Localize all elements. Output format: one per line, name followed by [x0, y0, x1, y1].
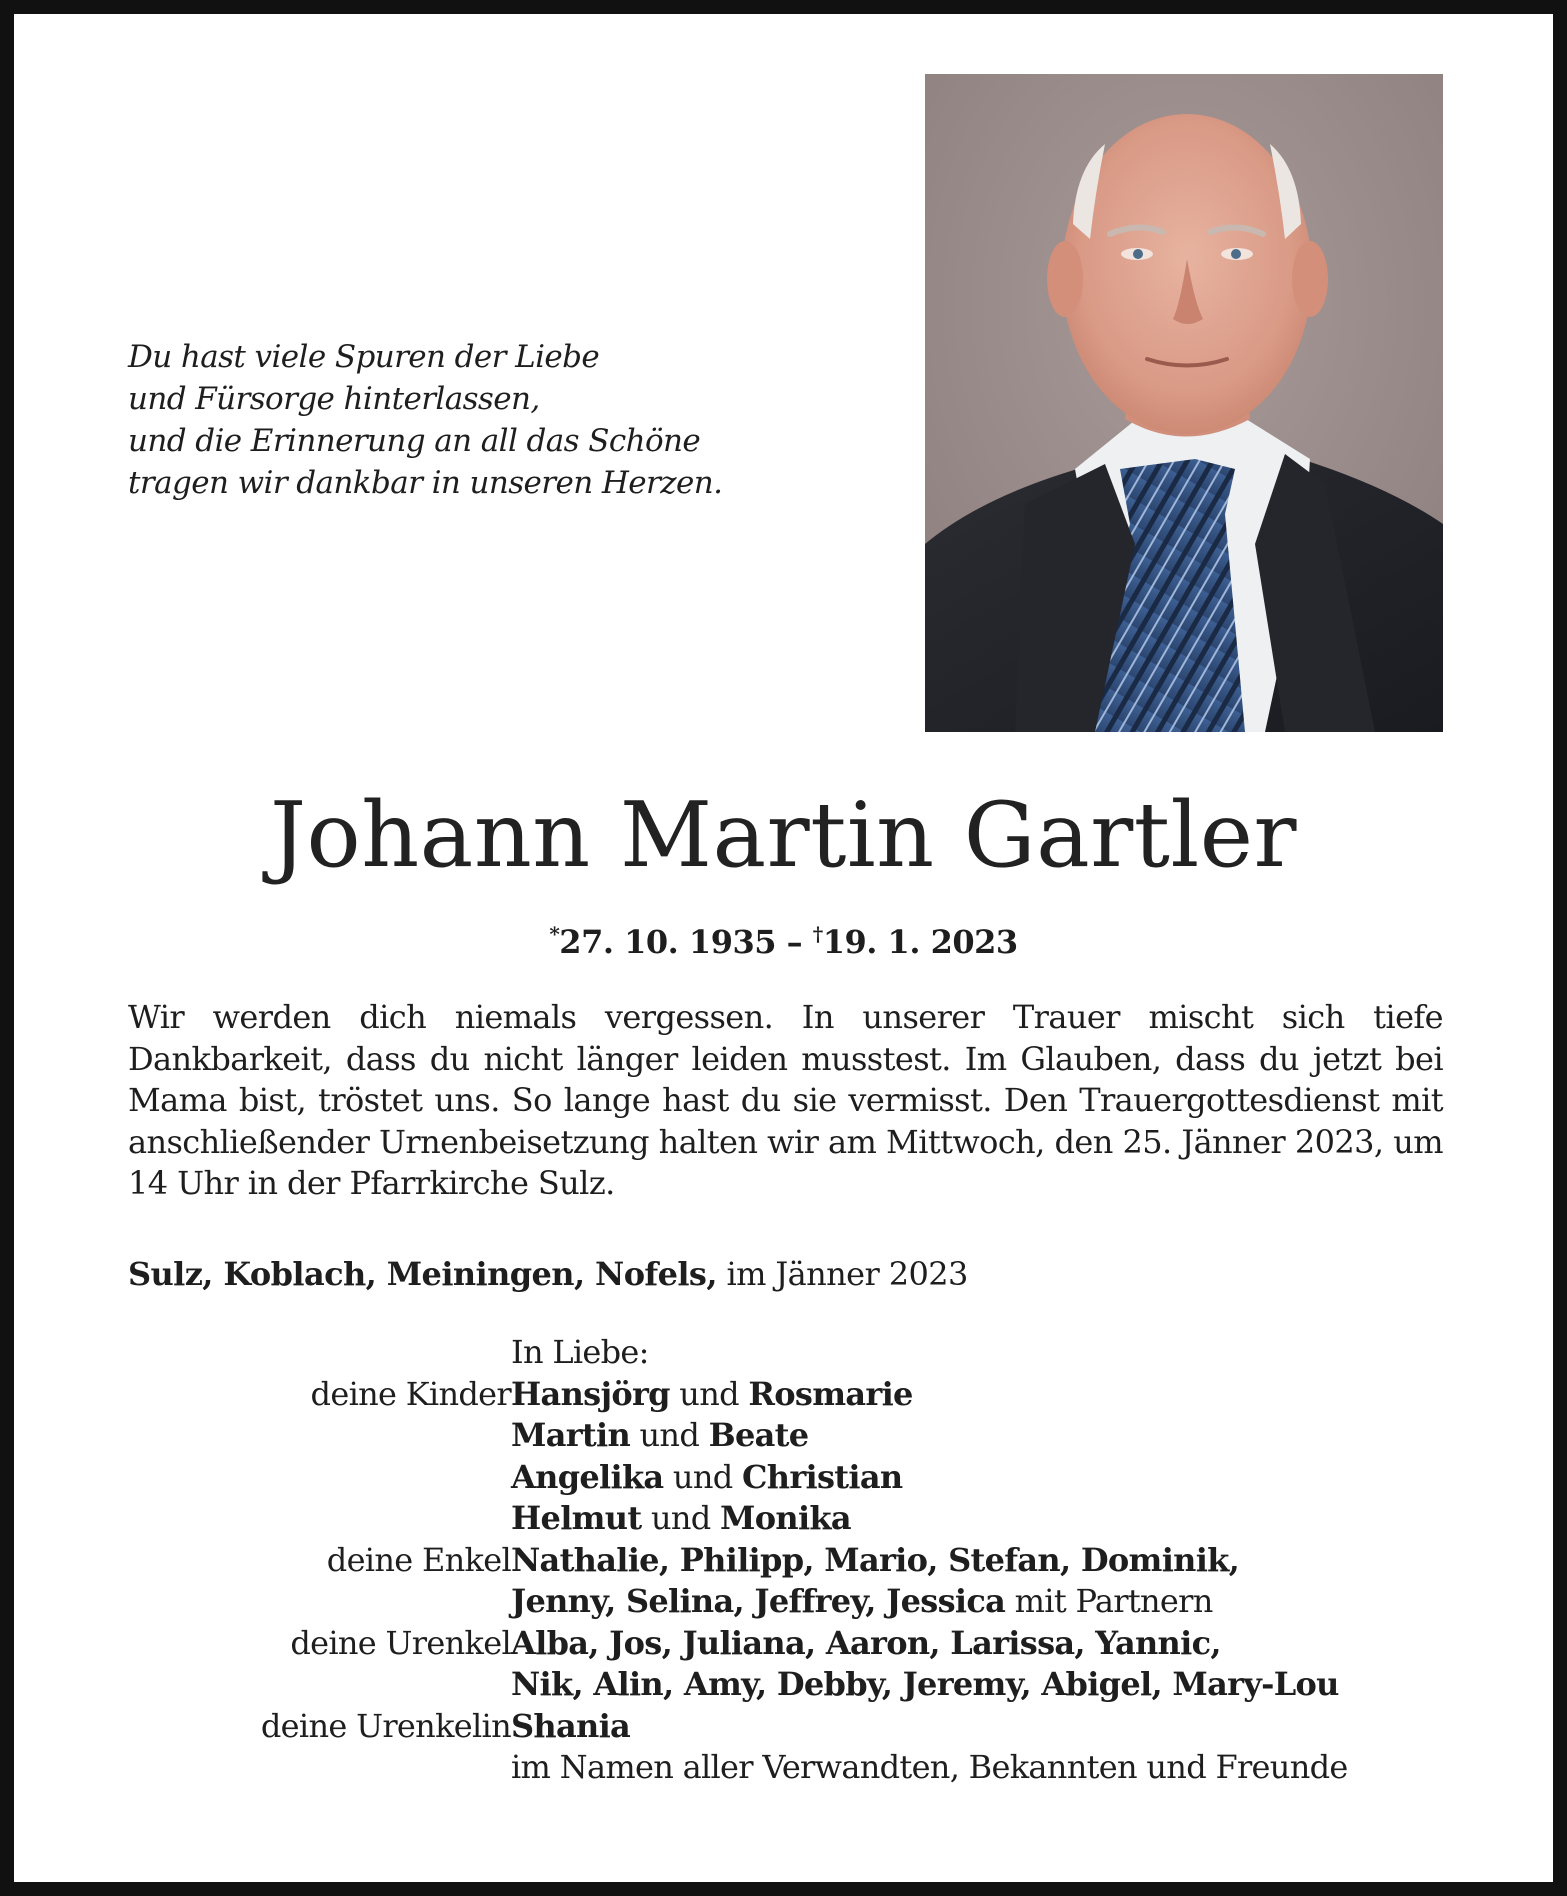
connector-text: mit Partnern — [1005, 1582, 1213, 1620]
family-names — [511, 1623, 1221, 1665]
signoff-row — [14, 1540, 1553, 1582]
family-member-name: Nik, Alin, Amy, Debby, Jeremy, Abigel, Mary-Lou — [511, 1665, 1339, 1703]
signoff-row — [14, 1623, 1553, 1665]
signoff-row — [14, 1415, 1553, 1457]
death-date: 19. 1. 2023 — [822, 923, 1018, 961]
obituary-text: Wir werden dich niemals vergessen. In unserer Trauer mischt sich tiefe Dankbarkeit, dass du nicht länger leiden musstest. Im Glauben, dass du jetzt bei Mama bist, tröstet uns. So lange hast du sie vermisst. Den Trauergottesdienst mit anschließender Urnenbeisetzung halten wir am Mittwoch, den 25. Jänner 2023, um 14 Uhr in der Pfarrkirche Sulz. — [128, 998, 1443, 1202]
relation-label: deine Urenkelin — [260, 1706, 511, 1745]
family-member-name: Angelika — [511, 1457, 664, 1496]
family-names — [511, 1664, 1339, 1706]
quote-line: und die Erinnerung an all das Schöne — [128, 423, 701, 459]
family-names — [511, 1498, 851, 1540]
family-names — [511, 1706, 630, 1748]
relation-label: deine Enkel — [326, 1540, 511, 1579]
place-date: im Jänner 2023 — [716, 1255, 968, 1293]
family-member-name: Jenny, Selina, Jeffrey, Jessica — [511, 1582, 1006, 1620]
place-names: Sulz, Koblach, Meiningen, Nofels, — [128, 1255, 717, 1293]
date-separator: – — [775, 923, 813, 961]
quote-line: tragen wir dankbar in unseren Herzen. — [128, 465, 723, 501]
family-member-name: Helmut — [511, 1499, 642, 1537]
family-member-name: Alba, Jos, Juliana, Aaron, Larissa, Yannic, — [511, 1623, 1221, 1662]
family-member-name: Beate — [708, 1416, 809, 1454]
signoff-row — [14, 1457, 1553, 1499]
connector-text: und — [663, 1457, 743, 1496]
family-names — [511, 1581, 1213, 1623]
quote-line: und Fürsorge hinterlassen, — [128, 381, 540, 417]
family-member-name: Rosmarie — [748, 1374, 913, 1413]
signoff-intro-row — [14, 1332, 1553, 1374]
signoff-row — [14, 1747, 1553, 1789]
signoff-row — [14, 1706, 1553, 1748]
family-signoff — [14, 1332, 1553, 1789]
family-member-name: Nathalie, Philipp, Mario, Stefan, Dominik, — [511, 1540, 1240, 1579]
family-names — [511, 1415, 808, 1457]
signoff-intro: In Liebe: — [511, 1333, 649, 1371]
death-symbol: † — [812, 922, 823, 946]
places-line — [128, 1254, 968, 1294]
connector-text: und — [630, 1416, 709, 1454]
quote-line: Du hast viele Spuren der Liebe — [128, 339, 600, 375]
family-member-name: Hansjörg — [511, 1374, 670, 1413]
memorial-quote — [128, 336, 722, 504]
relation-label: deine Urenkel — [290, 1623, 511, 1662]
connector-text: und — [669, 1374, 749, 1413]
family-member-name: Christian — [742, 1457, 903, 1496]
signoff-row — [14, 1498, 1553, 1540]
family-names — [511, 1747, 1348, 1789]
family-names — [511, 1374, 913, 1416]
connector-text: im Namen aller Verwandten, Bekannten und Freunde — [511, 1748, 1348, 1786]
relation-label: deine Kinder — [310, 1374, 511, 1413]
birth-date: 27. 10. 1935 — [559, 923, 776, 961]
signoff-row — [14, 1664, 1553, 1706]
portrait-photo — [925, 74, 1443, 732]
family-names — [511, 1457, 902, 1499]
signoff-row — [14, 1374, 1553, 1416]
family-member-name: Shania — [511, 1706, 631, 1745]
signoff-row — [14, 1581, 1553, 1623]
family-member-name: Martin — [511, 1416, 631, 1454]
deceased-name: Johann Martin Gartler — [269, 783, 1298, 888]
life-dates — [14, 914, 1553, 962]
birth-symbol: * — [549, 922, 560, 946]
family-member-name: Monika — [720, 1499, 851, 1537]
connector-text: und — [641, 1499, 721, 1537]
family-names — [511, 1540, 1239, 1582]
